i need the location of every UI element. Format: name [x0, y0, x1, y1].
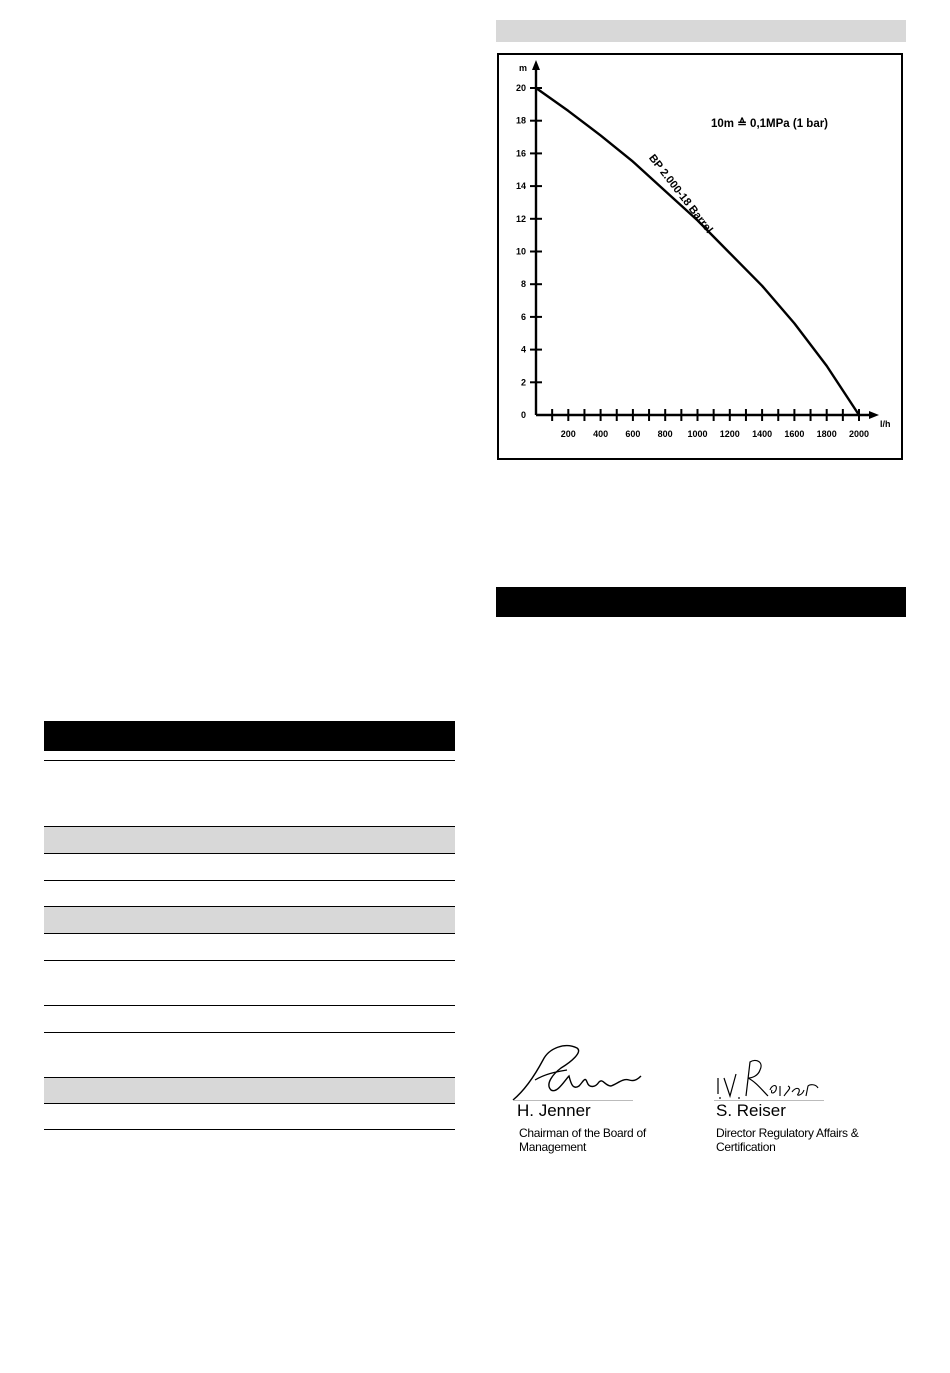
y-tick-label: 10	[515, 246, 526, 257]
y-tick-label: 0	[520, 410, 526, 420]
x-tick-label: 1000	[687, 429, 708, 439]
y-tick-label: 4	[520, 344, 526, 355]
x-tick-label: 600	[625, 429, 641, 439]
chart-svg	[499, 55, 901, 458]
y-tick-label: 18	[515, 115, 526, 126]
signatory-role: Director Regulatory Affairs & Certification	[716, 1126, 859, 1154]
table-row	[44, 853, 455, 880]
table-row	[44, 960, 455, 1005]
y-tick-label: 6	[520, 311, 526, 322]
table-row	[44, 906, 455, 933]
table-row	[44, 1103, 455, 1130]
x-tick-label: 2000	[848, 429, 870, 439]
section-header-bar	[496, 20, 906, 42]
x-axis-label: l/h	[880, 419, 891, 429]
x-tick-label: 200	[560, 429, 576, 439]
series-label: BP 2.000-18 Barrel	[646, 152, 715, 236]
signatory-name: S. Reiser	[716, 1101, 786, 1120]
signatory-role: Chairman of the Board of Management	[519, 1126, 646, 1154]
x-axis-arrow-icon	[869, 411, 879, 419]
y-tick-label: 16	[515, 148, 526, 159]
series-line	[536, 88, 859, 415]
x-tick-label: 400	[593, 429, 609, 439]
handwritten-signature-jenner	[505, 1040, 655, 1105]
table-row	[44, 880, 455, 906]
y-tick-label: 8	[520, 279, 526, 290]
x-tick-label: 1600	[784, 429, 805, 439]
table-row	[44, 760, 455, 826]
x-tick-label: 1200	[719, 429, 740, 439]
table-row	[44, 826, 455, 853]
y-tick-label: 14	[515, 181, 526, 192]
pump-performance-chart	[497, 53, 903, 460]
section-header-bar-black	[496, 587, 906, 617]
handwritten-signature-reiser	[712, 1040, 832, 1105]
signatory-name: H. Jenner	[517, 1101, 591, 1120]
table-row	[44, 1032, 455, 1077]
x-tick-label: 1800	[816, 429, 837, 439]
table-row	[44, 933, 455, 960]
y-tick-label: 2	[520, 377, 526, 388]
y-tick-label: 12	[515, 213, 526, 224]
y-tick-label: 20	[515, 83, 526, 93]
y-axis-label: m	[519, 63, 528, 73]
table-row	[44, 1077, 455, 1103]
table-row	[44, 1005, 455, 1032]
signature-block-jenner	[505, 1040, 685, 1154]
chart-annotation: 10m ≙ 0,1MPa (1 bar)	[711, 118, 829, 130]
signature-block-reiser	[712, 1040, 902, 1154]
y-axis-arrow-icon	[532, 60, 540, 70]
x-tick-label: 800	[657, 429, 673, 439]
x-tick-label: 1400	[752, 429, 773, 439]
technical-data-header-bar	[44, 721, 455, 751]
